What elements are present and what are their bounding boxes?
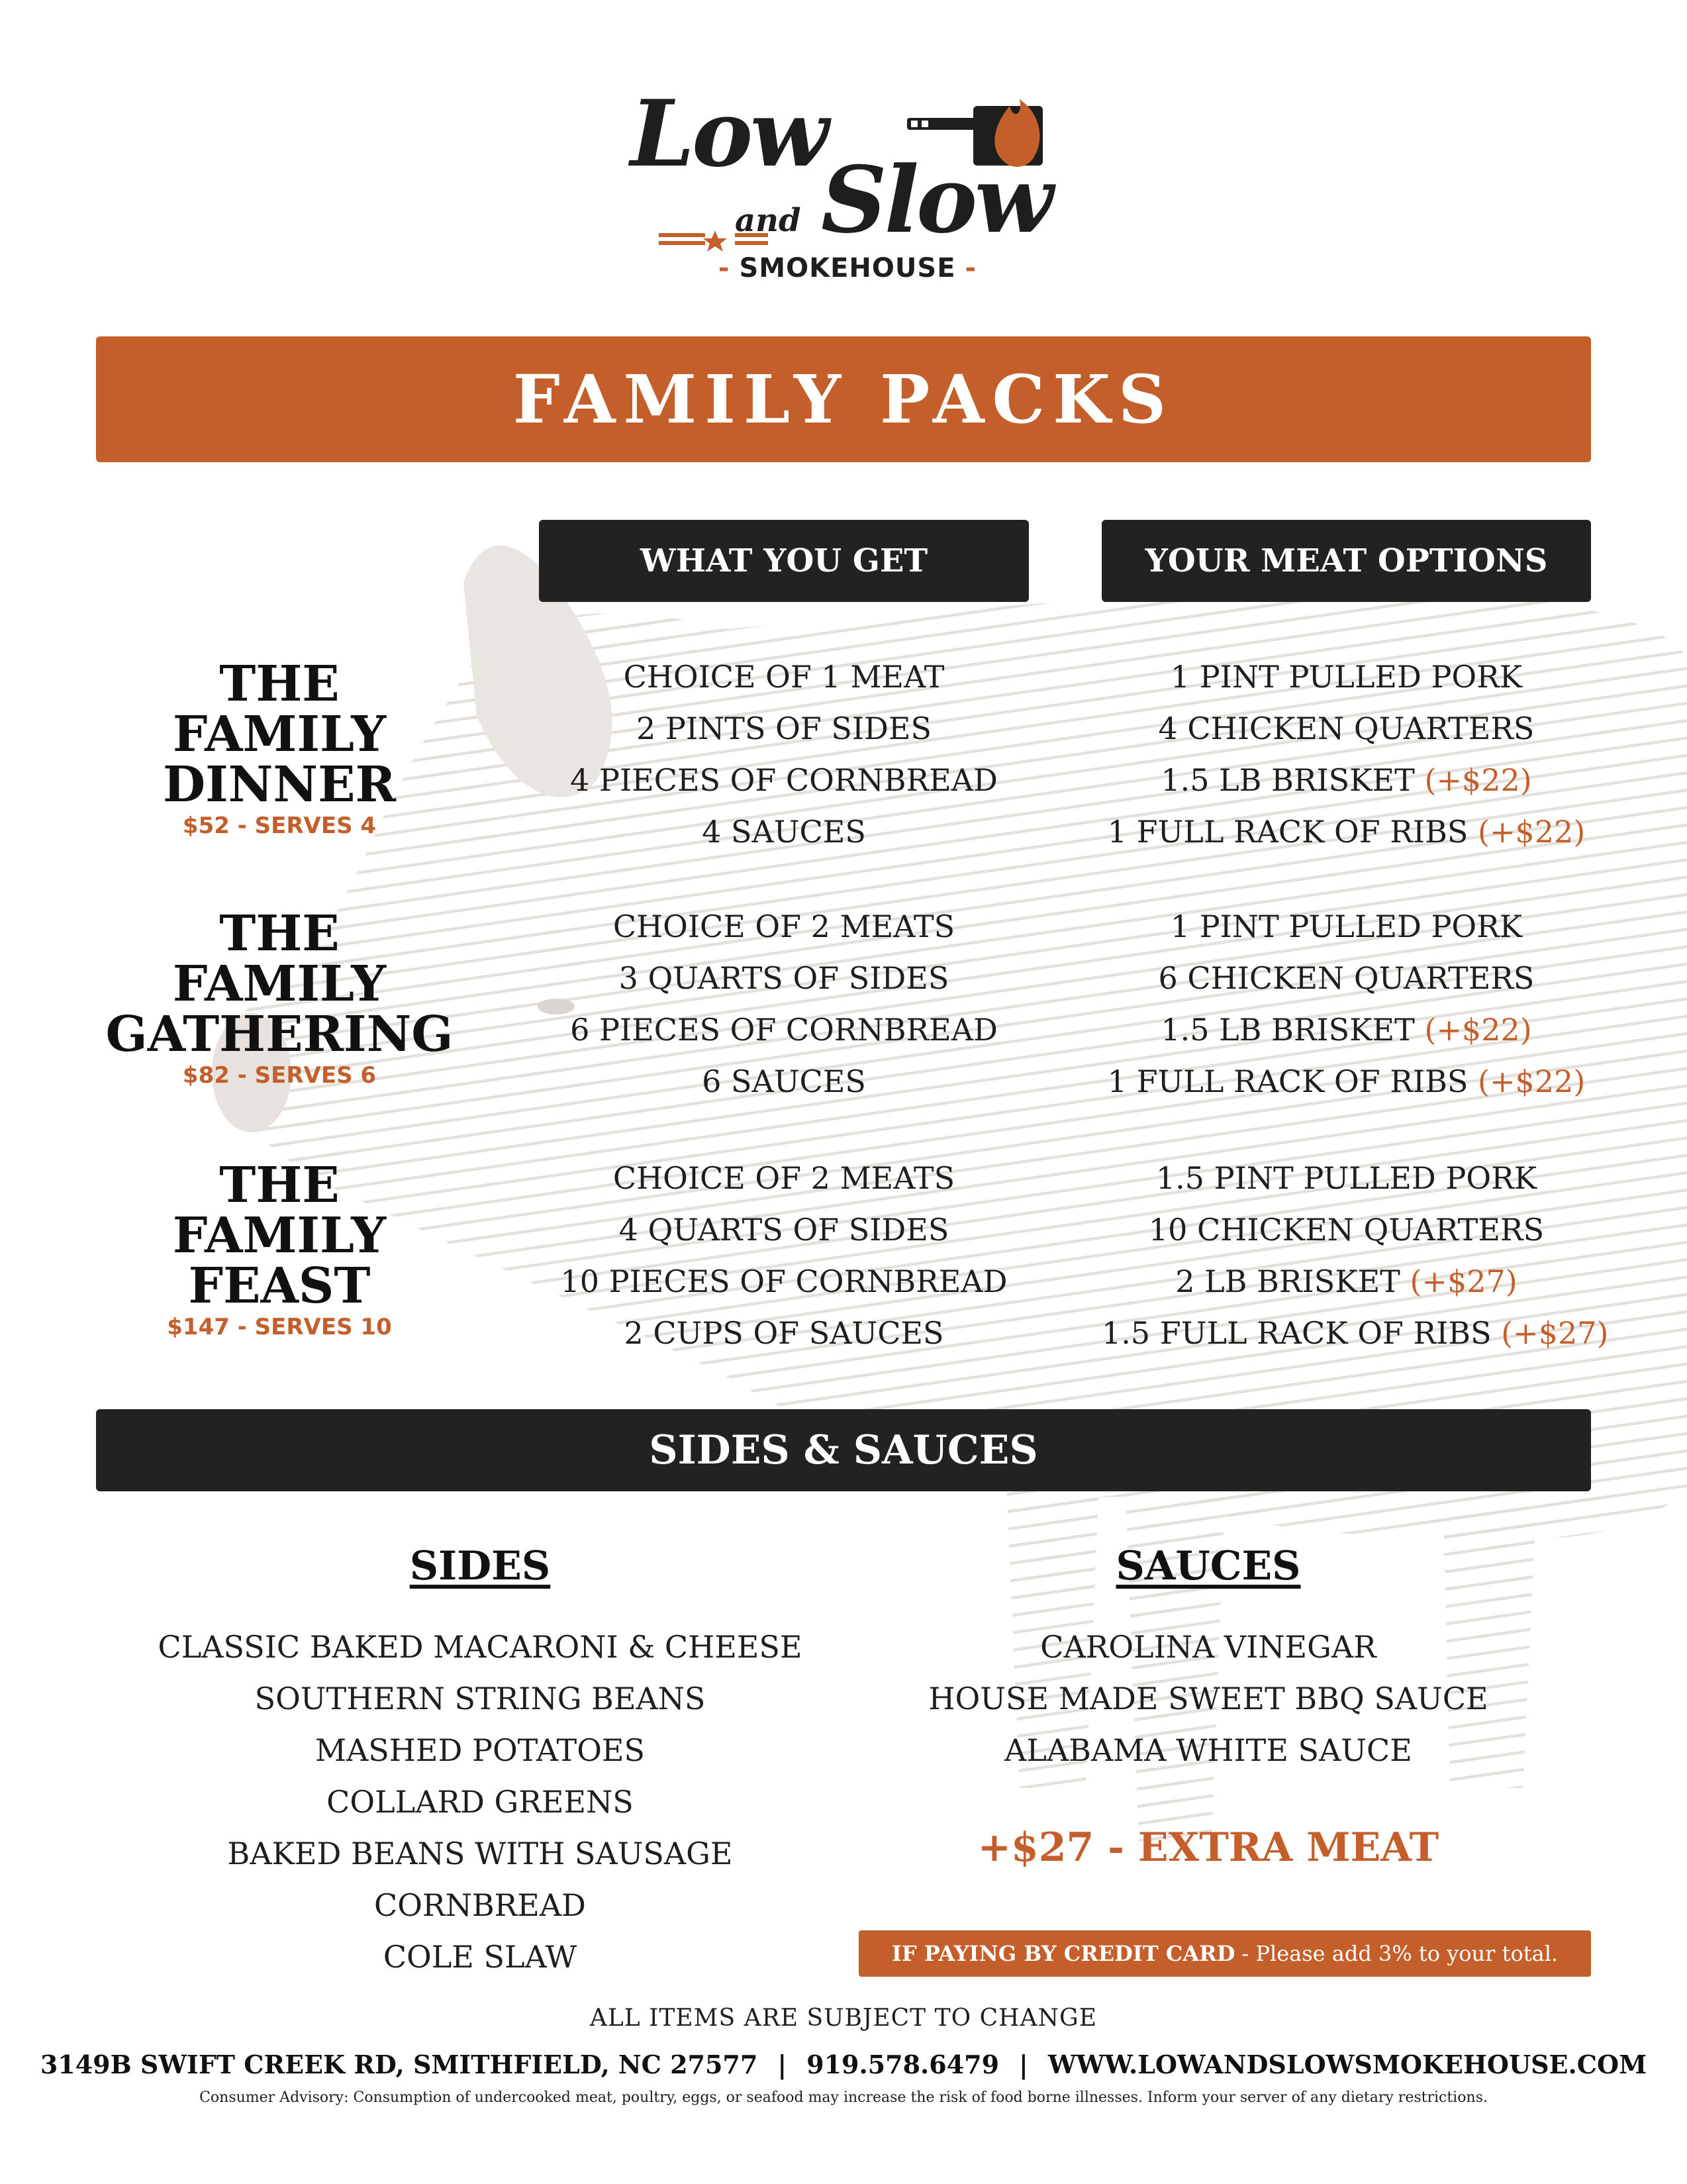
pack-name-line: FAMILY (172, 956, 387, 1013)
upcharge: (+$27) (1410, 1264, 1518, 1299)
logo (622, 66, 1073, 291)
pack-name-line: GATHERING (105, 1006, 454, 1063)
pack-name-line: THE (219, 905, 340, 962)
list-item: 10 CHICKEN QUARTERS (1148, 1212, 1545, 1248)
logo-subtitle (622, 253, 1073, 283)
pack-name-family-dinner (94, 656, 465, 840)
pack-name-family-gathering (94, 905, 465, 1090)
list-item: 4 PIECES OF CORNBREAD (570, 762, 998, 798)
pack-name-line: THE (219, 1157, 340, 1214)
list-item: 1 FULL RACK OF RIBS (+$22) (1107, 814, 1586, 850)
pack-name-line: FEAST (188, 1258, 371, 1315)
pack-name-line: FAMILY (172, 1207, 387, 1264)
list-item: 2 CUPS OF SAUCES (624, 1315, 944, 1351)
list-item: 1.5 LB BRISKET (+$22) (1161, 1012, 1532, 1048)
upcharge: (+$22) (1478, 1064, 1586, 1099)
list-item: 4 CHICKEN QUARTERS (1158, 711, 1535, 746)
consumer-advisory: Consumer Advisory: Consumption of undercooked meat, poultry, eggs, or seafood may increase the risk of food borne illnesses. Inform your server of any dietary restrictions. (199, 2089, 1488, 2106)
website-link[interactable]: WWW.LOWANDSLOWSMOKEHOUSE.COM (1047, 2050, 1647, 2079)
list-item: BAKED BEANS WITH SAUSAGE (227, 1836, 733, 1871)
list-item: 2 LB BRISKET (+$27) (1175, 1264, 1518, 1299)
list-item: SOUTHERN STRING BEANS (254, 1681, 706, 1716)
sides-sauces-banner: SIDES & SAUCES (96, 1409, 1591, 1491)
meat-options-family-dinner (1102, 651, 1591, 858)
separator: | (1019, 2050, 1028, 2079)
logo-word-low: Low (630, 79, 826, 187)
logo-word-slow: Slow (821, 146, 1051, 254)
pack-contents-family-dinner (539, 651, 1029, 858)
list-item: 2 PINTS OF SIDES (636, 711, 932, 746)
upcharge: (+$27) (1501, 1315, 1609, 1351)
list-item: 6 CHICKEN QUARTERS (1158, 960, 1535, 996)
pack-name-line: THE (219, 656, 340, 713)
list-item: 4 SAUCES (702, 814, 866, 850)
meat-options-header: YOUR MEAT OPTIONS (1102, 520, 1591, 602)
list-item: CHOICE OF 2 MEATS (612, 909, 955, 944)
logo-dash: - (718, 253, 730, 283)
list-item: 1 PINT PULLED PORK (1170, 659, 1523, 695)
list-item: CORNBREAD (374, 1887, 586, 1923)
list-item: 1.5 FULL RACK OF RIBS (+$27) (1102, 1315, 1609, 1351)
upcharge: (+$22) (1424, 1012, 1532, 1048)
list-item: 1 FULL RACK OF RIBS (+$22) (1107, 1064, 1586, 1099)
list-item: CAROLINA VINEGAR (1040, 1629, 1376, 1665)
sides-title: SIDES (409, 1543, 551, 1589)
separator: | (777, 2050, 787, 2079)
pack-name-line: DINNER (163, 756, 396, 813)
pack-price: $52 - SERVES 4 (182, 813, 377, 839)
credit-card-notice (859, 1930, 1591, 1977)
sides-list (132, 1621, 828, 1983)
list-item: COLE SLAW (383, 1939, 577, 1975)
list-item: 4 QUARTS OF SIDES (618, 1212, 949, 1248)
what-you-get-header: WHAT YOU GET (539, 520, 1029, 602)
sauces-title: SAUCES (1116, 1543, 1301, 1589)
credit-card-notice-bold: IF PAYING BY CREDIT CARD (891, 1941, 1235, 1966)
pack-price: $82 - SERVES 6 (182, 1062, 377, 1089)
list-item: 1 PINT PULLED PORK (1170, 909, 1523, 944)
meat-options-family-gathering (1102, 901, 1591, 1107)
phone-number[interactable]: 919.578.6479 (806, 2050, 1000, 2079)
family-packs-banner: FAMILY PACKS (96, 336, 1591, 462)
sauces-list (861, 1621, 1556, 1776)
logo-word-and: and (735, 202, 801, 239)
list-item: CHOICE OF 2 MEATS (612, 1160, 955, 1196)
upcharge: (+$22) (1478, 814, 1586, 850)
pack-name-family-feast (94, 1157, 465, 1342)
contact-line (0, 2050, 1687, 2079)
list-item: MASHED POTATOES (314, 1732, 646, 1768)
list-item: 10 PIECES OF CORNBREAD (560, 1264, 1008, 1299)
list-item: COLLARD GREENS (326, 1784, 634, 1820)
upcharge: (+$22) (1424, 762, 1532, 798)
list-item: 6 PIECES OF CORNBREAD (570, 1012, 998, 1048)
list-item: HOUSE MADE SWEET BBQ SAUCE (928, 1681, 1488, 1716)
address: 3149B SWIFT CREEK RD, SMITHFIELD, NC 27577 (40, 2050, 758, 2079)
list-item: CHOICE OF 1 MEAT (623, 659, 945, 695)
logo-dash: - (965, 253, 977, 283)
list-item: 1.5 LB BRISKET (+$22) (1161, 762, 1532, 798)
pack-price: $147 - SERVES 10 (167, 1314, 392, 1340)
credit-card-notice-text: - Please add 3% to your total. (1241, 1941, 1559, 1966)
list-item: 6 SAUCES (702, 1064, 866, 1099)
logo-subtitle-text: SMOKEHOUSE (739, 253, 956, 283)
list-item: 1.5 PINT PULLED PORK (1155, 1160, 1537, 1196)
pack-contents-family-feast (539, 1152, 1029, 1359)
subject-to-change-note: ALL ITEMS ARE SUBJECT TO CHANGE (589, 2005, 1098, 2032)
pack-name-line: FAMILY (172, 706, 387, 763)
list-item: 3 QUARTS OF SIDES (618, 960, 949, 996)
list-item: CLASSIC BAKED MACARONI & CHEESE (158, 1629, 802, 1665)
pack-contents-family-gathering (539, 901, 1029, 1107)
extra-meat-price: +$27 - EXTRA MEAT (977, 1824, 1439, 1871)
meat-options-family-feast (1102, 1152, 1609, 1359)
list-item: ALABAMA WHITE SAUCE (1004, 1732, 1412, 1768)
